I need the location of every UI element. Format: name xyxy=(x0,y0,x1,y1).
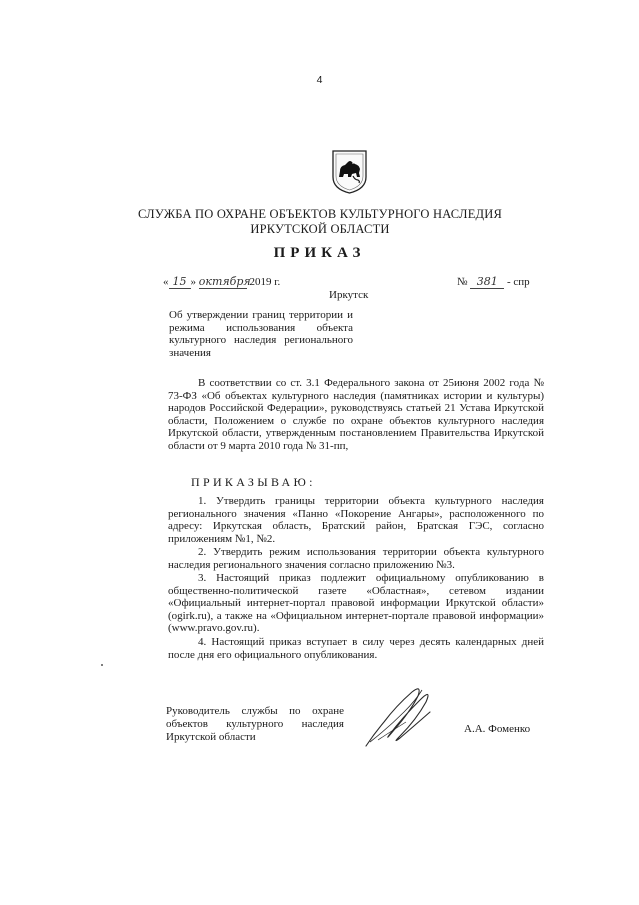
date-month: октября xyxy=(198,275,251,288)
order-date xyxy=(163,275,280,289)
page-number: 4 xyxy=(316,74,323,86)
order-number xyxy=(457,275,530,289)
order-item-1: 1. Утвердить границы территории объекта культурного наследия регионального значения «Панно «Покорение Ангары», расположенного по адресу: Иркутская область, Братский район, Братская ГЭС, согласно приложениям №1, №2. xyxy=(168,495,544,545)
order-item-3: 3. Настоящий приказ подлежит официальному опубликованию в общественно-политической газете «Областная», сетевом издании «Официальный интернет-портал правовой информации Иркутской области» (ogirk.ru), а также на «Официальном интернет-портале правовой информации» (www.pravo.gov.ru). xyxy=(168,572,544,635)
scan-speck xyxy=(101,664,103,666)
number-value: 381 xyxy=(470,275,504,289)
position-line-2: объектов культурного наследия xyxy=(166,718,344,730)
signatory-position xyxy=(166,705,344,744)
organization-line-2: ИРКУТСКОЙ ОБЛАСТИ xyxy=(250,222,390,236)
document-type-title: ПРИКАЗ xyxy=(273,245,366,261)
prikazyvayu-heading: ПРИКАЗЫВАЮ: xyxy=(191,475,316,489)
city: Иркутск xyxy=(329,289,369,301)
date-day: 15 xyxy=(169,275,191,289)
order-item-2: 2. Утвердить режим использования территории объекта культурного наследия регионального значения согласно приложению №3. xyxy=(168,546,544,571)
date-close-quote: » xyxy=(190,276,196,288)
number-prefix: № xyxy=(457,276,468,288)
coat-of-arms-emblem xyxy=(331,149,368,195)
handwritten-signature xyxy=(360,682,440,754)
order-item-4: 4. Настоящий приказ вступает в силу через десять календарных дней после дня его официального опубликования. xyxy=(168,636,544,661)
organization-line-1: СЛУЖБА ПО ОХРАНЕ ОБЪЕКТОВ КУЛЬТУРНОГО НАСЛЕДИЯ xyxy=(137,207,503,221)
order-subject: Об утверждении границ территории и режима использования объекта культурного наследия регионального значения xyxy=(169,309,353,359)
date-year: 2019 г. xyxy=(249,276,281,288)
position-line-3: Иркутской области xyxy=(166,731,256,743)
date-open-quote: « xyxy=(163,276,169,288)
signatory-name: А.А. Фоменко xyxy=(464,723,531,735)
position-line-1: Руководитель службы по охране xyxy=(166,705,344,717)
preamble: В соответствии со ст. 3.1 Федерального закона от 25июня 2002 года № 73-ФЗ «Об объектах культурного наследия (памятниках истории и культуры) народов Российской Федерации», руководствуясь статьей 21 Устава Иркутской области, Положением о службе по охране объектов культурного наследия Иркутской области, утвержденным постановлением Правительства Иркутской области от 9 марта 2010 года № 31-пп, xyxy=(168,377,544,452)
number-suffix: - спр xyxy=(507,276,530,288)
